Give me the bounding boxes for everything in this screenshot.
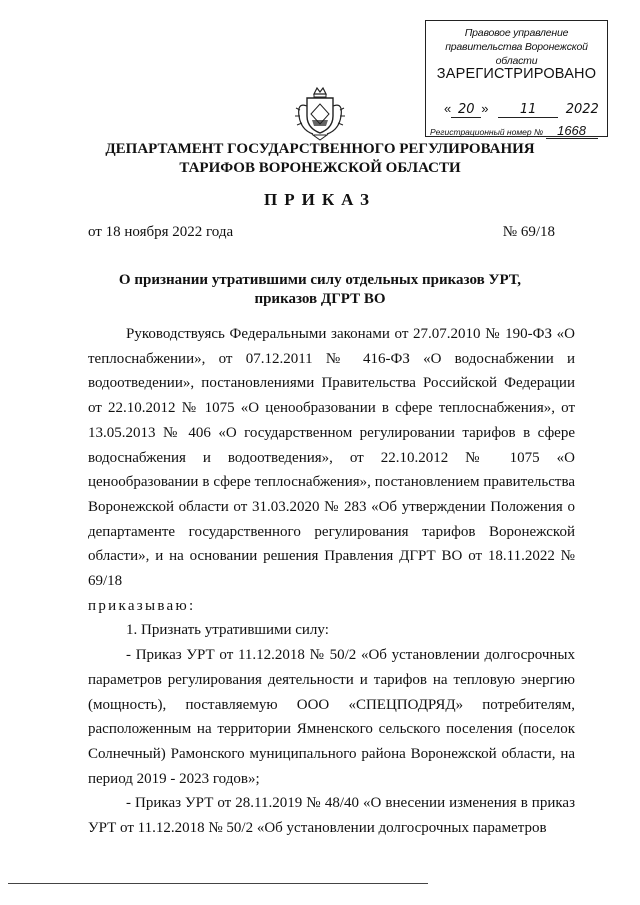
stamp-reg-label: Регистрационный номер №	[430, 127, 544, 137]
stamp-date-month: 11	[498, 102, 558, 118]
stamp-reg-number: 1668	[546, 123, 598, 139]
footer-divider	[8, 883, 428, 884]
order-number: № 69/18	[502, 224, 555, 240]
voronezh-coat-of-arms-icon	[293, 86, 347, 142]
order-heading: ПРИКАЗ	[264, 190, 376, 209]
stamp-reg-number-row	[430, 123, 598, 139]
stamp-department: Правовое управление правительства Воронежской области	[445, 27, 588, 67]
department-title-line1: ДЕПАРТАМЕНТ ГОСУДАРСТВЕННОГО РЕГУЛИРОВАНИЯ	[105, 141, 535, 157]
stamp-date-day: 20	[451, 102, 481, 118]
stamp-date-year: 2022	[565, 102, 599, 117]
item-1: 1. Признать утратившими силу:	[126, 622, 329, 639]
order-date: от 18 ноября 2022 года	[88, 224, 234, 240]
stamp-date-close-quote: »	[481, 101, 489, 116]
item-1-a: - Приказ УРТ от 11.12.2018 № 50/2 «Об установлении долгосрочных параметров регулирования деятельности и тарифов на тепловую энергию (мощность), поставляемую ООО «СПЕЦПОДРЯД» потребителям, расположенным на территории Ямненского сельского поселения (поселок Солнечный) Рамонского муниципального района Воронежской области, на период 2019 - 2023 годов»;	[88, 647, 575, 787]
order-subject-line2: приказов ДГРТ ВО	[254, 291, 386, 307]
stamp-date-open-quote: «	[444, 101, 452, 116]
preamble-paragraph: Руководствуясь Федеральными законами от 27.07.2010 № 190-ФЗ «О теплоснабжении», от 07.12.2011 № 416-ФЗ «О водоснабжении и водоотведении», постановлениями Правительства Российской Федерации от 22.10.2012 № 1075 «О ценообразовании в сфере теплоснабжения», от 13.05.2013 № 406 «О государственном регулировании тарифов в сфере водоснабжения и водоотведения», от 22.10.2012 № 1075 «О ценообразовании в сфере теплоснабжения», постановлением правительства Воронежской области от 31.03.2020 № 283 «Об утверждении Положения о департаменте государственного регулирования тарифов Воронежской области», и на основании решения Правления ДГРТ ВО от 18.11.2022 № 69/18	[88, 326, 575, 590]
order-subject	[100, 271, 540, 309]
stamp-registered: ЗАРЕГИСТРИРОВАНО	[436, 66, 597, 82]
stamp-date	[444, 101, 599, 118]
item-1-b: - Приказ УРТ от 28.11.2019 № 48/40 «О внесении изменения в приказ УРТ от 11.12.2018 № 50/2 «Об установлении долгосрочных параметров	[88, 795, 575, 837]
order-subject-line1: О признании утратившими силу отдельных приказов УРТ,	[118, 272, 522, 288]
department-title	[60, 140, 580, 178]
department-title-line2: ТАРИФОВ ВОРОНЕЖСКОЙ ОБЛАСТИ	[179, 160, 461, 176]
order-body	[88, 322, 575, 841]
decree-word: приказываю:	[88, 597, 196, 614]
registration-stamp	[425, 20, 608, 137]
